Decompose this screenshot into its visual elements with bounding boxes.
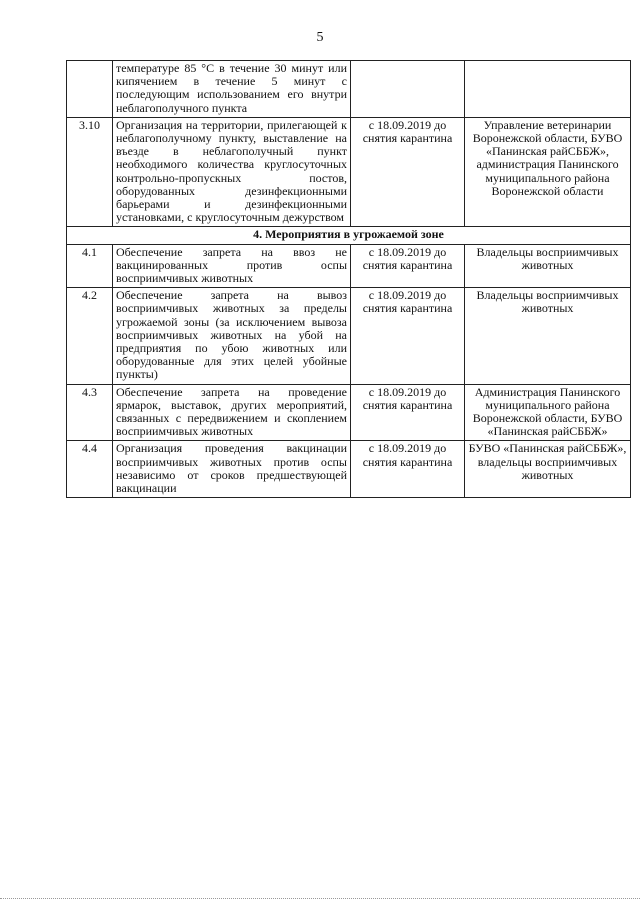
row-term: с 18.09.2019 до снятия карантина bbox=[351, 288, 465, 384]
page-number: 5 bbox=[316, 30, 324, 45]
row-term: с 18.09.2019 до снятия карантина bbox=[351, 244, 465, 288]
table-row bbox=[67, 288, 631, 384]
row-description: Организация проведения вакцинации восприимчивых животных против оспы независимо от сроков предшествующей вакцинации bbox=[113, 441, 351, 498]
section-header-row bbox=[67, 227, 631, 244]
row-description: Обеспечение запрета на вывоз восприимчивых животных за пределы угрожаемой зоны (за исключением вывоза восприимчивых животных на убой на предприятия по убою животных или оборудованные для этих целей убойные пункты) bbox=[113, 288, 351, 384]
row-term: с 18.09.2019 до снятия карантина bbox=[351, 117, 465, 227]
row-number: 3.10 bbox=[67, 117, 113, 227]
row-term: с 18.09.2019 до снятия карантина bbox=[351, 441, 465, 498]
row-responsible: БУВО «Панинская райСББЖ», владельцы восприимчивых животных bbox=[465, 441, 631, 498]
table-row bbox=[67, 244, 631, 288]
table-row bbox=[67, 441, 631, 498]
row-number: 4.3 bbox=[67, 384, 113, 441]
table-row bbox=[67, 384, 631, 441]
row-description: Обеспечение запрета на проведение ярмарок, выставок, других мероприятий, связанных с передвижением и скоплением восприимчивых животных bbox=[113, 384, 351, 441]
row-number: 4.1 bbox=[67, 244, 113, 288]
row-term: с 18.09.2019 до снятия карантина bbox=[351, 384, 465, 441]
row-responsible: Владельцы восприимчивых животных bbox=[465, 288, 631, 384]
row-description: Обеспечение запрета на ввоз не вакцинированных против оспы восприимчивых животных bbox=[113, 244, 351, 288]
row-responsible: Администрация Панинского муниципального района Воронежской области, БУВО «Панинская райСББЖ» bbox=[465, 384, 631, 441]
row-description: температуре 85 °С в течение 30 минут или кипячением в течение 5 минут с последующим использованием его внутри неблагополучного пункта bbox=[113, 61, 351, 118]
table-row bbox=[67, 117, 631, 227]
row-responsible: Владельцы восприимчивых животных bbox=[465, 244, 631, 288]
row-responsible bbox=[465, 61, 631, 118]
row-description: Организация на территории, прилегающей к неблагополучному пункту, выставление на въезде в неблагополучный пункт необходимого количества круглосуточных контрольно-пропускных постов, оборудованных дезинфекционными барьерами и дезинфекционными установками, с круглосуточным дежурством bbox=[113, 117, 351, 227]
row-term bbox=[351, 61, 465, 118]
row-number: 4.2 bbox=[67, 288, 113, 384]
row-number: 4.4 bbox=[67, 441, 113, 498]
section-title: 4. Мероприятия в угрожаемой зоне bbox=[67, 227, 631, 244]
row-number bbox=[67, 61, 113, 118]
table-row bbox=[67, 61, 631, 118]
row-responsible: Управление ветеринарии Воронежской области, БУВО «Панинская райСББЖ», администрация Панинского муниципального района Воронежской области bbox=[465, 117, 631, 227]
measures-table bbox=[66, 60, 631, 498]
page-bottom-border bbox=[0, 898, 640, 899]
